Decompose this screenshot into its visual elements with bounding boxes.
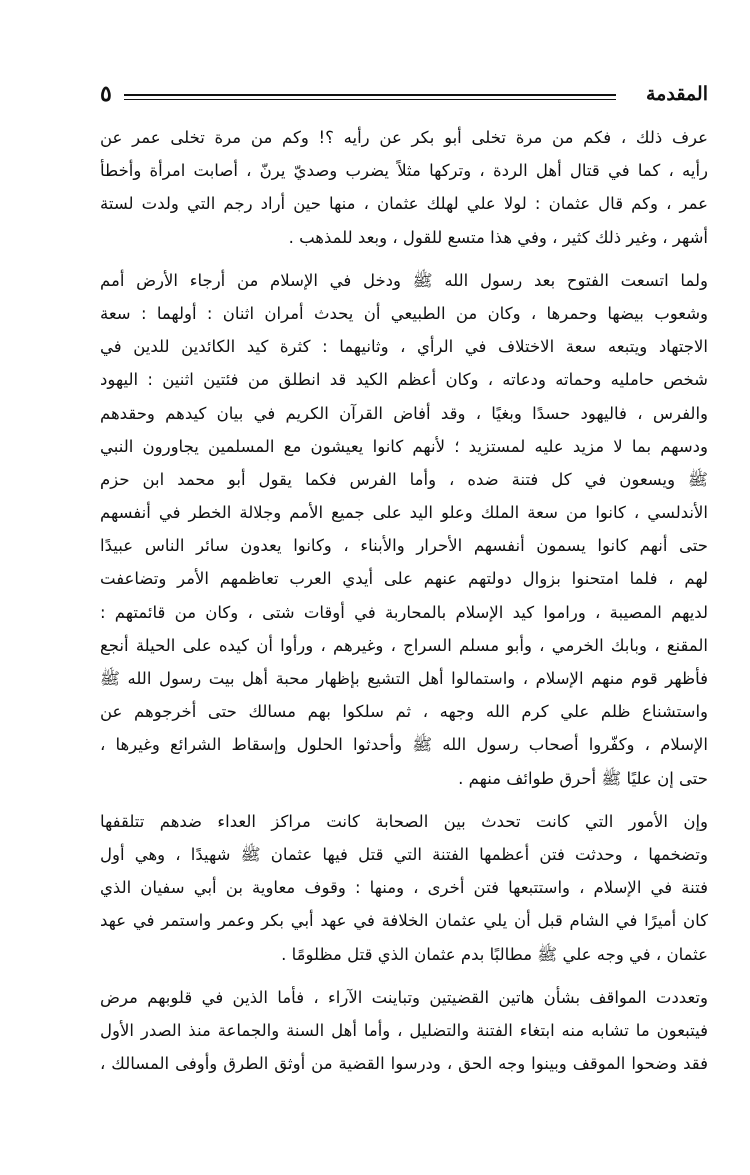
text-line: فأظهر قوم منهم الإسلام ، واستمالوا أهل التشيع بإظهار محبة أهل بيت رسول الله ﷺ: [100, 669, 708, 688]
paragraph-gap: [100, 254, 708, 264]
paragraph: [100, 121, 708, 254]
body-text: [100, 121, 708, 1080]
paragraph: [100, 264, 708, 795]
text-line: لهم ، فلما امتحنوا بزوال دولتهم عنهم على أيدي العرب تعاظمهم الأمر وتضاعفت: [100, 569, 708, 589]
header-rule: [124, 94, 616, 100]
paragraph-gap: [100, 795, 708, 805]
text-line: واستشناع ظلم علي كرم الله وجهه ، ثم سلكوا بهم مسالك حتى أخرجوهم عن: [100, 702, 708, 722]
text-line: فيتبعون ما تشابه منه ابتغاء الفتنة والتضليل ، وأما أهل السنة والجماعة منذ الصدر الأول: [100, 1020, 708, 1040]
page-number: ٥: [100, 81, 112, 107]
running-title: المقدمة: [645, 83, 708, 105]
text-line: شخص حامليه وحماته ودعاته ، وكان أعظم الكيد قد انطلق من فئتين اثنين : اليهود: [100, 370, 708, 390]
text-line: وتضخمها ، وحدثت فتن أعظمها الفتنة التي قتل فيها عثمان ﷺ شهيدًا ، وهي أول: [100, 844, 708, 864]
text-line: عمر ، وكم قال عثمان : لولا علي لهلك عثمان ، منها حين أراد رجم التي ولدت لستة: [100, 194, 708, 214]
text-line: ﷺ ويسعون في كل فتنة ضده ، وأما الفرس فكما يقول أبو محمد ابن حزم: [100, 469, 708, 489]
text-line: الأندلسي ، كانوا من سعة الملك وعلو اليد على جميع الأمم وجلالة الخطر في أنفسهم: [100, 503, 708, 523]
text-line: وإن الأمور التي كانت تحدث بين الصحابة كانت مراكز العداء ضدهم تتلقفها: [100, 811, 708, 831]
text-line: الاجتهاد ويتبعه سعة الاختلاف في الرأي ، وثانيهما : كثرة كيد الكائدين للدين في: [100, 337, 708, 357]
text-line: المقنع ، وبابك الخرمي ، وأبو مسلم السراج ، وغيرهم ، ورأوا أن كيده على الحيلة أنجع: [100, 635, 708, 655]
text-line: ودسهم بما لا مزيد عليه لمستزيد ؛ لأنهم كانوا يعيشون مع المسلمين يجاورون النبي: [100, 436, 708, 456]
text-line: فقد وضحوا الموقف وبينوا وجه الحق ، ودرسوا القضية من أوثق الطرق وأوفى المسالك ،: [100, 1054, 708, 1074]
text-line: حتى إن عليًا ﷺ أحرق طوائف منهم .: [458, 768, 708, 788]
text-line: وشعوب بيضها وحمرها ، وكان من الطبيعي أن يحدث أمران اثنان : أولهما : سعة: [100, 303, 708, 323]
text-line: عرف ذلك ، فكم من مرة تخلى أبو بكر عن رأيه ؟! وكم من مرة تخلى عمر عن: [100, 128, 708, 147]
text-line: وتعددت المواقف بشأن هاتين القضيتين وتباينت الآراء ، فأما الذين في قلوبهم مرض: [100, 987, 708, 1007]
paragraph: [100, 981, 708, 1081]
text-line: الإسلام ، وكفّروا أصحاب رسول الله ﷺ وأحدثوا الحلول وإسقاط الشرائع وغيرها ،: [100, 735, 708, 755]
text-line: ولما اتسعت الفتوح بعد رسول الله ﷺ ودخل في الإسلام من أرجاء الأرض أمم: [100, 270, 708, 290]
page-header: [100, 80, 708, 114]
text-line: فتنة في الإسلام ، واستتبعها فتن أخرى ، ومنها : وقوف معاوية بن أبي سفيان الذي: [100, 878, 708, 898]
paragraph-gap: [100, 971, 708, 981]
text-line: حتى أنهم كانوا يسمون أنفسهم الأحرار والأبناء ، وكانوا يعدون سائر الناس عبيدًا: [100, 536, 708, 556]
text-line: كان أميرًا في الشام قبل أن يلي عثمان الخلافة في عهد أبي بكر وعمر واستمر في عهد: [100, 911, 708, 931]
text-line: لديهم المصيبة ، وراموا كيد الإسلام بالمحاربة في أوقات شتى ، وكان من قائمتهم :: [100, 602, 708, 622]
text-line: والفرس ، فاليهود حسدًا وبغيًا ، وقد أفاض القرآن الكريم في بيان كيدهم وحقدهم: [100, 403, 708, 423]
text-line: أشهر ، وغير ذلك كثير ، وفي هذا متسع للقول ، وبعد للمذهب .: [288, 227, 708, 247]
text-line: رأيه ، كما في قتال أهل الردة ، وتركها مثلاً يضرب وصديّ يرنّ ، أصابت امرأة وأخطأ: [100, 161, 708, 181]
paragraph: [100, 805, 708, 971]
text-line: عثمان ، في وجه علي ﷺ مطالبًا بدم عثمان الذي قتل مظلومًا .: [281, 944, 708, 964]
